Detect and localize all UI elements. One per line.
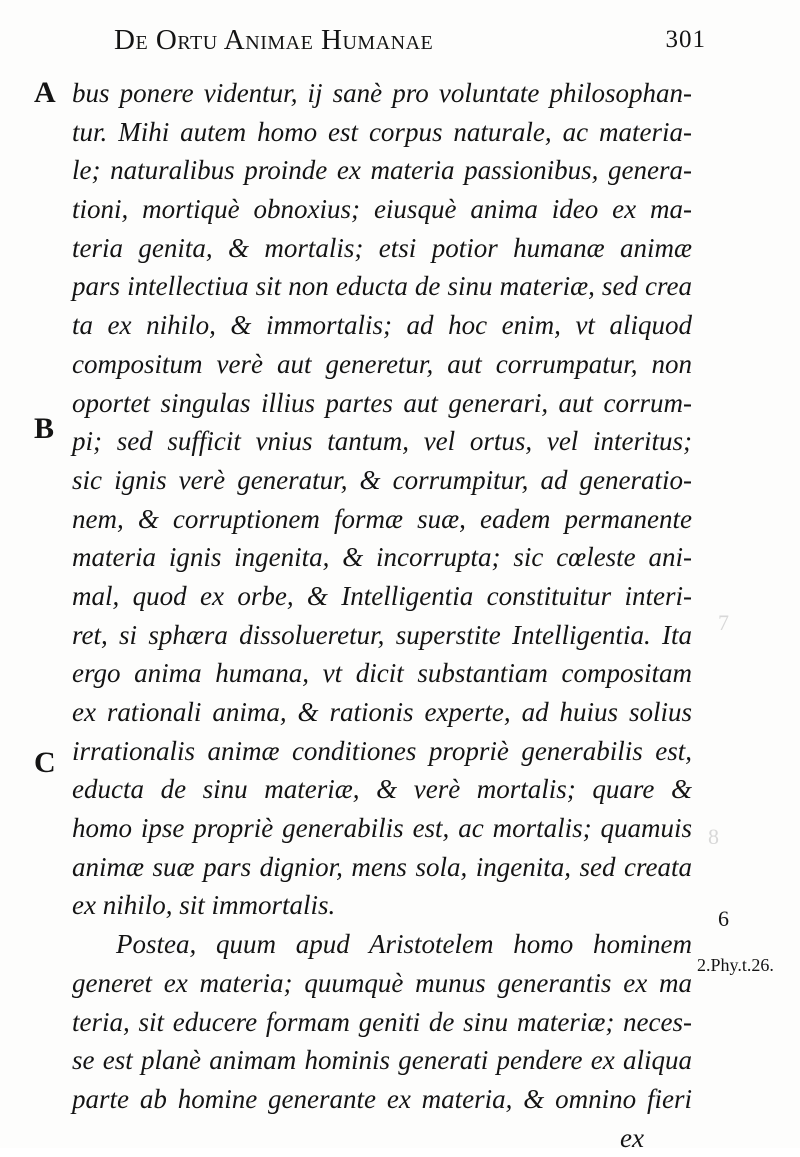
text-line: teria, sit educere formam geniti de sinu materiæ; neces- xyxy=(72,1006,692,1037)
text-line: parte ab homine generante ex materia, & omnino fieri xyxy=(72,1083,692,1114)
margin-citation: 2.Phy.t.26. xyxy=(697,955,774,975)
margin-note-number: 6 xyxy=(718,906,729,931)
section-mark-b: B xyxy=(34,412,55,445)
text-line: generet ex materia; quumquè munus generantis ex ma xyxy=(72,967,692,998)
show-through-mark: 8 xyxy=(708,824,719,849)
body-text xyxy=(72,74,692,1157)
catchword: ex xyxy=(620,1122,644,1153)
text-line: ergo anima humana, vt dicit substantiam compositam xyxy=(72,658,692,689)
text-line: mal, quod ex orbe, & Intelligentia constituitur interi- xyxy=(72,580,692,611)
text-line: ex nihilo, sit immortalis. xyxy=(72,890,336,921)
text-line: se est planè animam hominis generati pendere ex aliqua xyxy=(72,1045,692,1076)
text-line: tur. Mihi autem homo est corpus naturale, ac materia- xyxy=(72,116,692,147)
text-line: sic ignis verè generatur, & corrumpitur, ad generatio- xyxy=(72,464,692,495)
text-line: educta de sinu materiæ, & verè mortalis; quare & xyxy=(72,774,692,805)
text-line: homo ipse propriè generabilis est, ac mortalis; quamuis xyxy=(72,813,692,844)
text-line: le; naturalibus proinde ex materia passionibus, genera- xyxy=(72,155,692,186)
text-line: pi; sed sufficit vnius tantum, vel ortus, vel interitus; xyxy=(72,426,692,457)
text-line: ta ex nihilo, & immortalis; ad hoc enim, vt aliquod xyxy=(72,310,692,341)
text-line: materia ignis ingenita, & incorrupta; sic cœleste ani- xyxy=(72,542,692,573)
section-mark-a: A xyxy=(34,76,56,109)
text-line: teria genita, & mortalis; etsi potior humanæ animæ xyxy=(72,232,692,263)
running-title: De Ortu Animae Humanae xyxy=(114,24,434,56)
text-line: pars intellectiua sit non educta de sinu materiæ, sed crea xyxy=(72,271,692,302)
text-line: tioni, mortiquè obnoxius; eiusquè anima ideo ex ma- xyxy=(72,194,692,225)
text-line: animæ suæ pars dignior, mens sola, ingenita, sed creata xyxy=(72,851,692,882)
text-line: Postea, quum apud Aristotelem homo hominem xyxy=(116,929,692,960)
text-line: ex rationali anima, & rationis experte, ad huius solius xyxy=(72,697,692,727)
page-number: 301 xyxy=(665,26,706,53)
text-line: ret, si sphæra dissolueretur, superstite Intelligentia. Ita xyxy=(72,619,692,650)
page-header xyxy=(96,20,706,60)
section-mark-c: C xyxy=(34,746,56,779)
text-line: nem, & corruptionem formæ suæ, eadem permanente xyxy=(72,503,692,534)
text-line: compositum verè aut generetur, aut corrumpatur, non xyxy=(72,348,692,379)
show-through-mark: 7 xyxy=(718,610,729,635)
text-line: irrationalis animæ conditiones propriè generabilis est, xyxy=(72,735,692,766)
text-line: bus ponere videntur, ij sanè pro voluntate philosophan- xyxy=(72,78,692,108)
text-line: oportet singulas illius partes aut generari, aut corrum- xyxy=(72,387,692,418)
